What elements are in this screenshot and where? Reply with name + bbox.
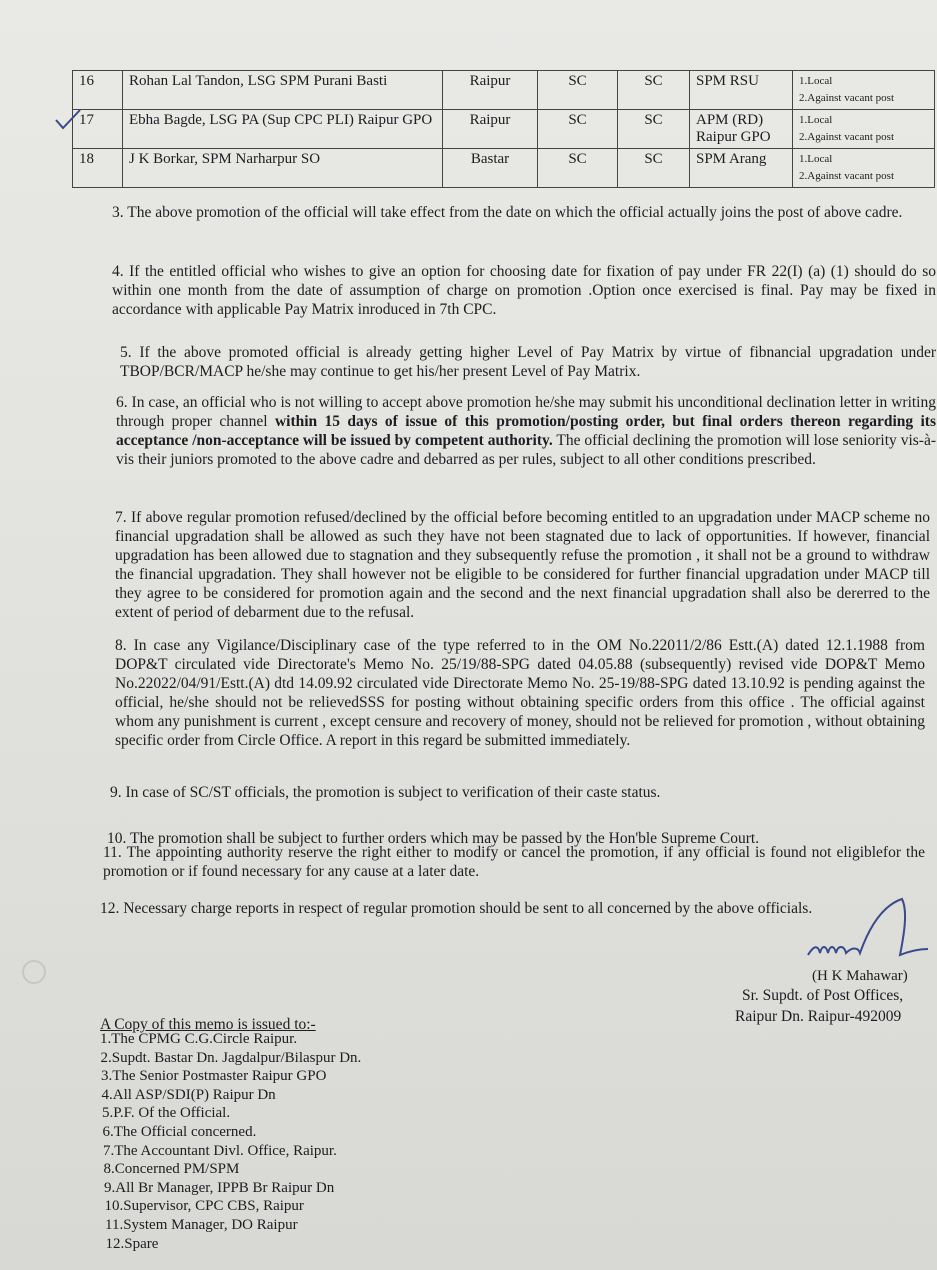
copy-list-item: 8.Concerned PM/SPM (103, 1161, 240, 1178)
cell-post: APM (RD) Raipur GPO (690, 110, 793, 149)
remark-line: 1.Local (799, 153, 833, 165)
cell-cat2: SC (618, 149, 690, 188)
paragraph-11: 11. The appointing authority reserve the right either to modify or cancel the promotion, if any official is found not eligiblefor the promotion or if found necessary for any cause at a later date. (103, 844, 925, 880)
cell-remarks (793, 71, 935, 110)
remark-line: 2.Against vacant post (799, 131, 895, 143)
paragraph-9: 9. In case of SC/ST officials, the promotion is subject to verification of their caste status. (110, 784, 661, 801)
paragraph-6-text: 6. In case, an official who is not willing to accept above promotion he/she may submit his unconditional declination letter in writing through proper channel (116, 394, 936, 430)
copy-heading: A Copy of this memo is issued to:- (100, 1016, 316, 1033)
table-row (73, 110, 935, 149)
paragraph-5: 5. If the above promoted official is already getting higher Level of Pay Matrix by virtue of fibnancial upgradation under TBOP/BCR/MACP he/she may continue to get his/her present Level of Pay Matrix. (120, 344, 936, 380)
cell-division: Raipur (443, 71, 538, 110)
cell-division: Raipur (443, 110, 538, 149)
table-row (73, 71, 935, 110)
remark-line: 2.Against vacant post (799, 92, 895, 104)
table-row (73, 149, 935, 188)
remark-line: 1.Local (799, 75, 833, 87)
cell-name: J K Borkar, SPM Narharpur SO (123, 149, 443, 188)
signatory-place: Raipur Dn. Raipur-492009 (735, 1008, 902, 1025)
paragraph-12: 12. Necessary charge reports in respect of regular promotion should be sent to all concerned by the above officials. (100, 900, 813, 917)
remark-line: 1.Local (799, 114, 833, 126)
copy-list-item: 3.The Senior Postmaster Raipur GPO (101, 1068, 327, 1085)
paragraph-6-text-end: The official declining the promotion will lose seniority vis-à-vis their juniors promoted to the above cadre and debarred as per rules, subject to all other conditions prescribed. (116, 432, 936, 468)
copy-list-item: 2.Supdt. Bastar Dn. Jagdalpur/Bilaspur Dn. (100, 1049, 362, 1066)
cell-cat1: SC (538, 110, 618, 149)
paragraph-6-bold: within 15 days of issue of this promotion/posting order, but final orders thereon regarding its acceptance /non-acceptance will be issued by competent authority. (116, 413, 936, 449)
punch-hole-mark (22, 960, 46, 984)
cell-sno: 18 (73, 149, 123, 188)
cell-cat1: SC (538, 71, 618, 110)
cell-remarks (793, 149, 935, 188)
copy-list-item: 6.The Official concerned. (102, 1123, 257, 1140)
paragraph-4: 4. If the entitled official who wishes to give an option for choosing date for fixation of pay under FR 22(I) (a) (1) should do so within one month from the date of assumption of charge on promotion .Option once exercised is final. Pay may be fixed in accordance with applicable Pay Matrix inroduced in 7th CPC. (112, 263, 936, 318)
copy-list (92, 1030, 361, 1253)
cell-remarks (793, 110, 935, 149)
copy-list-item: 1.The CPMG C.G.Circle Raipur. (100, 1031, 298, 1047)
paragraph-3: 3. The above promotion of the official will take effect from the date on which the official actually joins the post of above cadre. (112, 204, 903, 221)
copy-list-item: 9.All Br Manager, IPPB Br Raipur Dn (104, 1179, 335, 1196)
signatory-name: (H K Mahawar) (812, 968, 908, 984)
copy-list-item: 10.Supervisor, CPC CBS, Raipur (104, 1198, 304, 1215)
remark-line: 2.Against vacant post (799, 170, 895, 182)
copy-list-item: 12.Spare (105, 1235, 159, 1252)
cell-post: SPM RSU (690, 71, 793, 110)
paragraph-7: 7. If above regular promotion refused/declined by the official before becoming entitled to an upgradation under MACP scheme no financial upgradation shall be allowed as such they have not been stagnated due to lack of opportunities. If however, financial upgradation has been allowed due to stagnation and they subsequently refuse the promotion , it shall not be a ground to withdraw the financial upgradation. They shall however not be eligible to be considered for further financial upgradation under MACP till they agree to be considered for promotion again and the second and the next financial upgradation shall also be dererred to the extent of period of debarment due to the refusal. (115, 509, 930, 621)
cell-name: Rohan Lal Tandon, LSG SPM Purani Basti (123, 71, 443, 110)
paragraph-10: 10. The promotion shall be subject to further orders which may be passed by the Hon'ble Supreme Court. (107, 830, 760, 847)
cell-cat2: SC (618, 71, 690, 110)
handwritten-signature (800, 895, 930, 970)
cell-post: SPM Arang (690, 149, 793, 188)
copy-list-item: 4.All ASP/SDI(P) Raipur Dn (101, 1086, 276, 1103)
signatory-designation: Sr. Supdt. of Post Offices, (742, 987, 904, 1004)
cell-name: Ebha Bagde, LSG PA (Sup CPC PLI) Raipur GPO (123, 110, 443, 149)
cell-division: Bastar (443, 149, 538, 188)
copy-list-item: 11.System Manager, DO Raipur (105, 1216, 298, 1233)
paragraph-6 (116, 393, 936, 469)
tick-mark-icon (54, 108, 82, 132)
copy-list-item: 5.P.F. Of the Official. (102, 1105, 231, 1122)
copy-list-item: 7.The Accountant Divl. Office, Raipur. (103, 1142, 337, 1159)
cell-cat2: SC (618, 110, 690, 149)
paragraph-8: 8. In case any Vigilance/Disciplinary case of the type referred to in the OM No.22011/2/86 Estt.(A) dated 12.1.1988 from DOP&T circulated vide Directorate's Memo No. 25/19/88-SPG dated 04.05.88 (subsequently) revised vide DOP&T Memo No.22022/04/91/Estt.(A) dtd 14.09.92 circulated vide Directorate Memo No. 25-19/88-SPG dated 13.10.92 is pending against the official, he/she should not be relievedSSS for posting without obtaining specific orders from this office . The official against whom any punishment is current , except censure and recovery of money, should not be relieved for promotion , without obtaining specific order from Circle Office. A report in this regard be submitted immediately. (115, 637, 925, 749)
cell-sno: 17 (73, 110, 123, 149)
promotion-table (72, 70, 935, 188)
cell-cat1: SC (538, 149, 618, 188)
cell-sno: 16 (73, 71, 123, 110)
